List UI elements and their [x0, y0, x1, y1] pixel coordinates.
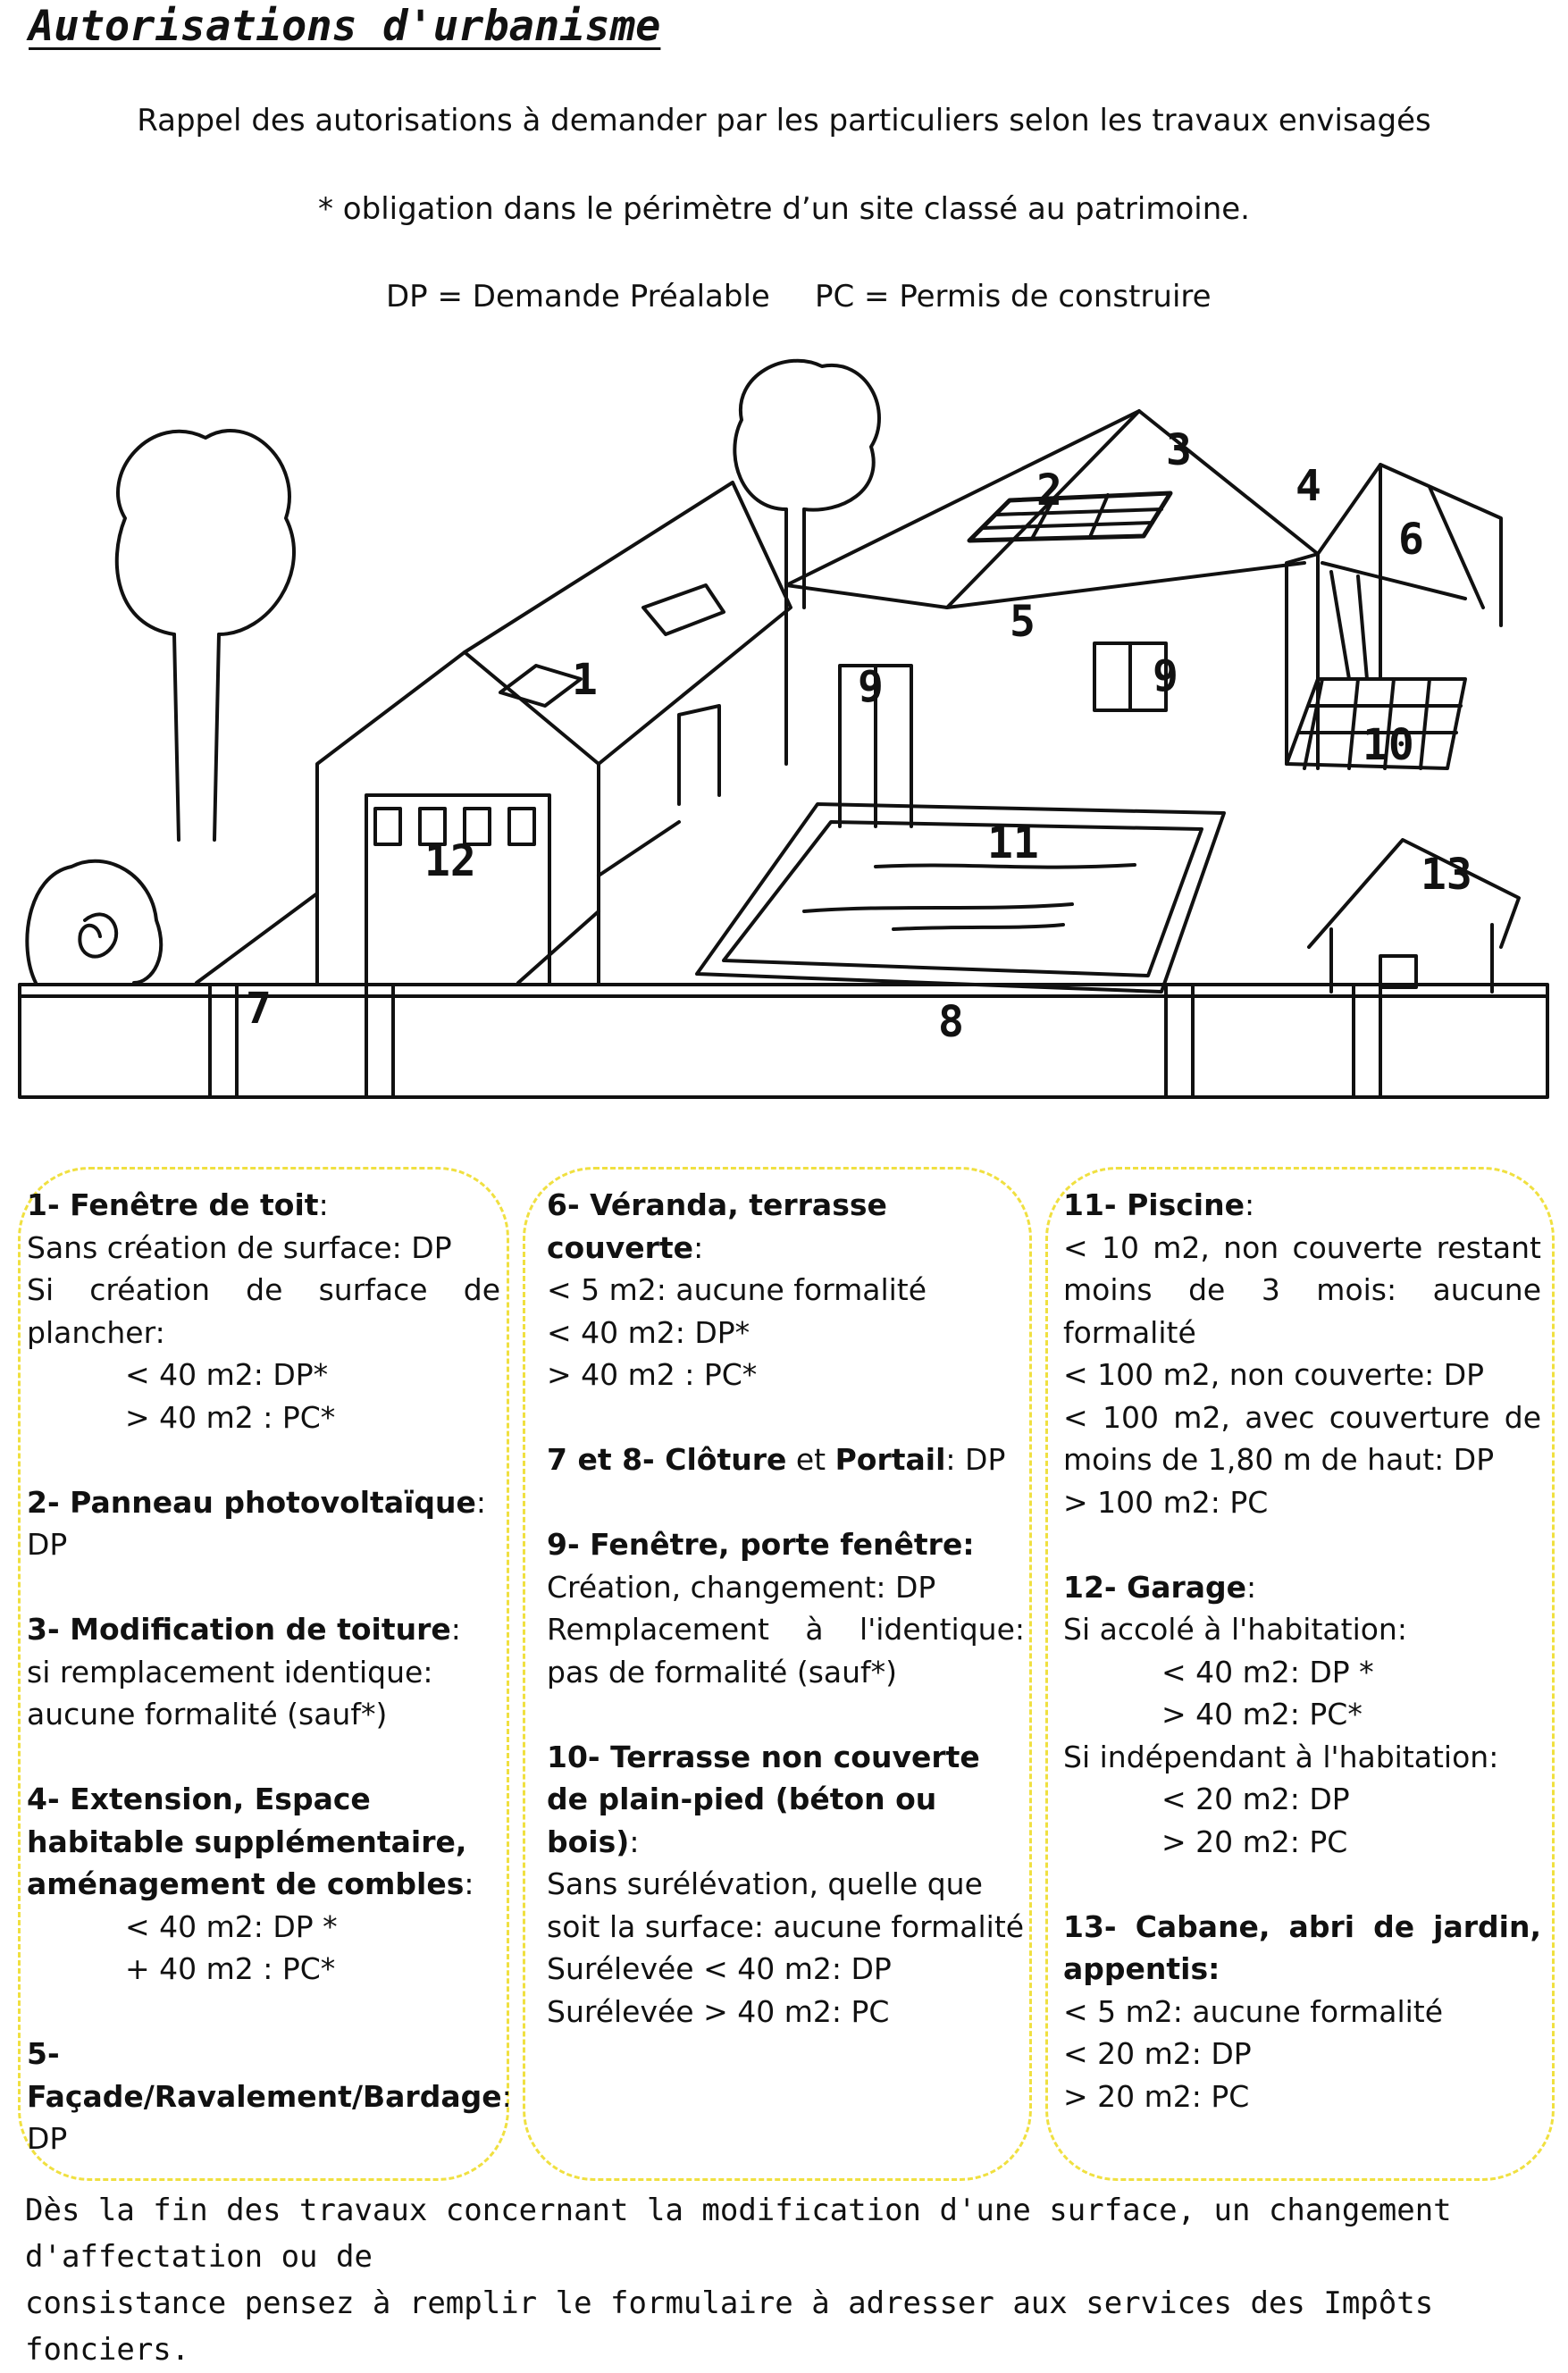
item1-line: Sans création de surface: DP: [27, 1229, 452, 1265]
item10-heading: 10- Terrasse non couverte de plain-pied (béton ou bois): [547, 1739, 980, 1859]
item10-sep: :: [629, 1824, 640, 1859]
page-title: Autorisations d'urbanisme: [29, 2, 661, 51]
item12-line: Si accolé à l'habitation:: [1063, 1612, 1407, 1647]
item9-line: Création, changement: DP: [547, 1569, 936, 1605]
item4-line: + 40 m2 : PC*: [125, 1951, 336, 1986]
item5-heading: 5- Façade/Ravalement/Bardage: [27, 2036, 502, 2114]
item5-sep: :: [501, 2078, 512, 2114]
item12-line: > 20 m2: PC: [1161, 1824, 1348, 1859]
left-tree: [117, 431, 294, 840]
item6-line: < 5 m2: aucune formalité: [547, 1272, 927, 1307]
heritage-note: * obligation dans le périmètre d’un site classé au patrimoine.: [318, 191, 1250, 227]
swimming-pool: [697, 804, 1224, 992]
item11-line: > 100 m2: PC: [1063, 1484, 1269, 1520]
item12-line: < 20 m2: DP: [1161, 1782, 1350, 1816]
intro-text: Rappel des autorisations à demander par les particuliers selon les travaux envisagés: [137, 103, 1431, 138]
item6-heading: 6- Véranda, terrasse couverte: [547, 1187, 887, 1265]
label-6: 6: [1398, 515, 1424, 565]
column-right: [1063, 1184, 1541, 2117]
item10-line: Surélevée < 40 m2: DP: [547, 1951, 892, 1986]
label-13: 13: [1421, 850, 1472, 900]
column-middle: [547, 1184, 1025, 2033]
item3-line: si remplacement identique: aucune formalité (sauf*): [27, 1654, 433, 1732]
item1-line: < 40 m2: DP*: [125, 1357, 329, 1392]
footer-note: [25, 2187, 1562, 2373]
house-illustration: [0, 340, 1568, 1126]
item10-line: Surélevée > 40 m2: PC: [547, 1993, 890, 2029]
label-10: 10: [1363, 720, 1414, 770]
label-5: 5: [1010, 597, 1036, 647]
label-8: 8: [938, 997, 964, 1047]
label-4: 4: [1295, 461, 1321, 511]
item2-value: : DP: [27, 1484, 487, 1562]
solar-panel: [969, 493, 1170, 541]
dp-definition: DP = Demande Préalable: [386, 279, 770, 314]
item78-heading-b: Portail: [834, 1442, 946, 1477]
label-1: 1: [572, 655, 598, 705]
item12-line: < 40 m2: DP *: [1161, 1654, 1374, 1690]
label-7: 7: [246, 984, 272, 1034]
item3-sep: :: [450, 1612, 461, 1647]
item9-line: Remplacement à l'identique: pas de formalité (sauf*): [547, 1612, 1025, 1690]
label-9b: 9: [1153, 651, 1178, 701]
item13-line: > 20 m2: PC: [1063, 2078, 1250, 2114]
centre-tree: [734, 361, 879, 608]
label-2: 2: [1036, 465, 1062, 516]
item1-line: > 40 m2 : PC*: [125, 1399, 336, 1435]
item1-heading: 1- Fenêtre de toit: [27, 1187, 319, 1222]
item1-line: Si création de surface de plancher:: [27, 1272, 500, 1350]
item78-heading-a: 7 et 8- Clôture: [547, 1442, 787, 1477]
item3-heading: 3- Modification de toiture: [27, 1612, 451, 1647]
item10-line: Sans surélévation, quelle que soit la surface: aucune formalité: [547, 1866, 1025, 1944]
garage-building: [317, 482, 791, 983]
item13-heading: 13- Cabane, abri de jardin, appentis:: [1063, 1908, 1541, 1986]
item6-line: < 40 m2: DP*: [547, 1314, 750, 1350]
item9-heading: 9- Fenêtre, porte fenêtre:: [547, 1527, 975, 1562]
item1-sep: :: [318, 1187, 329, 1222]
item11-line: < 100 m2, non couverte: DP: [1063, 1357, 1485, 1392]
item4-heading: 4- Extension, Espace habitable supplémentaire, aménagement de combles: [27, 1782, 467, 1901]
shrub: [27, 861, 161, 983]
label-11: 11: [987, 818, 1039, 868]
footer-line-1: Dès la fin des travaux concernant la modification d'une surface, un changement d'affectation ou de: [25, 2193, 1452, 2275]
pc-definition: PC = Permis de construire: [815, 279, 1212, 314]
item13-line: < 20 m2: DP: [1063, 2036, 1252, 2071]
column-left: [27, 1184, 512, 2160]
item13-line: < 5 m2: aucune formalité: [1063, 1993, 1444, 2029]
label-9a: 9: [858, 662, 884, 712]
item78-mid: et: [786, 1442, 835, 1477]
item12-sep: :: [1246, 1569, 1257, 1605]
item4-line: < 40 m2: DP *: [125, 1908, 338, 1944]
label-3: 3: [1166, 425, 1192, 475]
item78-value: : DP: [945, 1442, 1006, 1477]
label-12: 12: [424, 836, 476, 886]
item5-line: DP: [27, 2121, 68, 2156]
footer-line-2: consistance pensez à remplir le formulaire à adresser aux services des Impôts fonciers.: [25, 2285, 1434, 2368]
item2-heading: 2- Panneau photovoltaïque: [27, 1484, 476, 1520]
item6-line: > 40 m2 : PC*: [547, 1357, 758, 1392]
item6-sep: :: [693, 1229, 704, 1265]
item12-line: Si indépendant à l'habitation:: [1063, 1739, 1499, 1774]
item11-sep: :: [1245, 1187, 1255, 1222]
item11-line: < 10 m2, non couverte restant moins de 3 mois: aucune formalité: [1063, 1229, 1541, 1350]
item4-sep: :: [464, 1866, 474, 1901]
item11-line: < 100 m2, avec couverture de moins de 1,80 m de haut: DP: [1063, 1399, 1541, 1477]
item12-line: > 40 m2: PC*: [1161, 1697, 1363, 1732]
garden-shed: [1309, 840, 1519, 992]
item11-heading: 11- Piscine: [1063, 1187, 1245, 1222]
item12-heading: 12- Garage: [1063, 1569, 1247, 1605]
